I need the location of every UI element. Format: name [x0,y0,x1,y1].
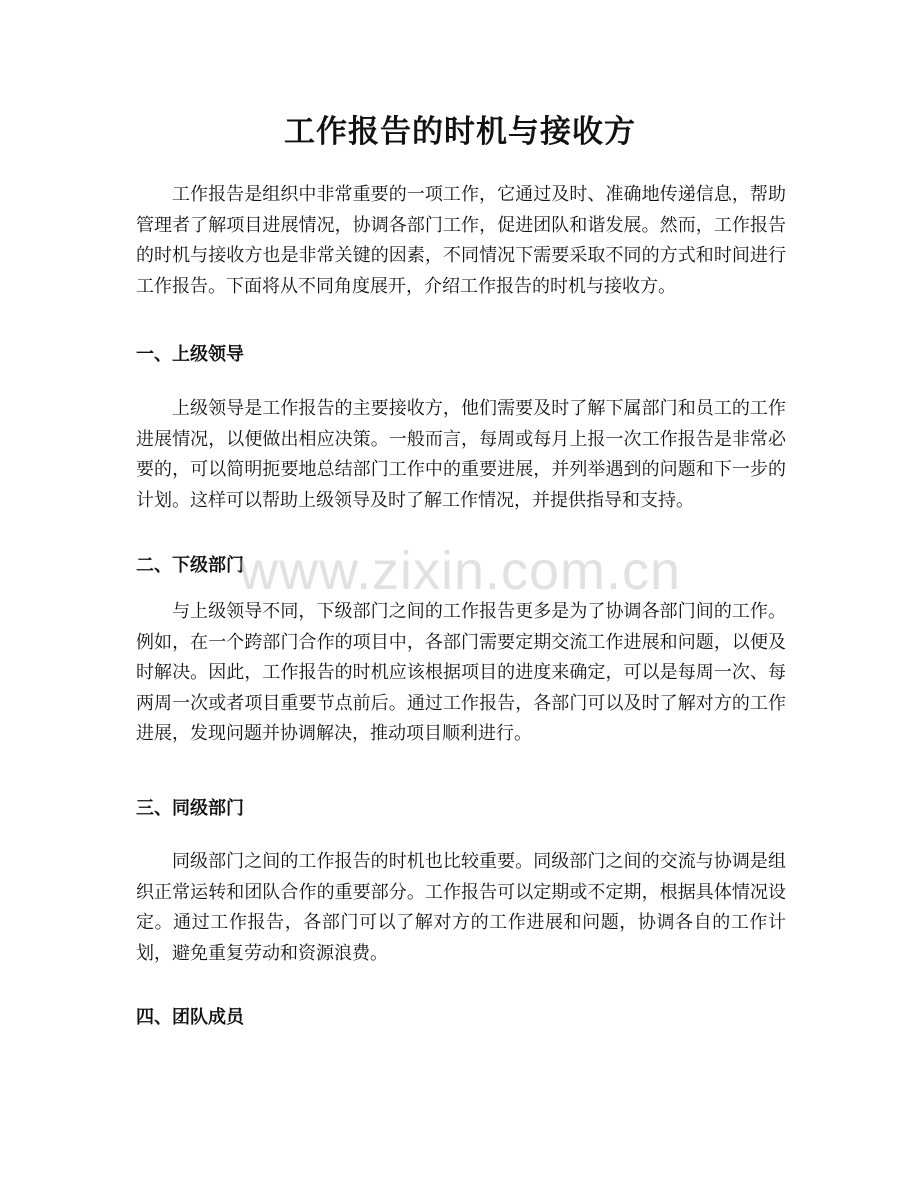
document-title: 工作报告的时机与接收方 [284,114,636,150]
section-heading-peer: 三、同级部门 [136,798,244,819]
section-heading-superior: 一、上级领导 [136,344,244,365]
intro-paragraph: 工作报告是组织中非常重要的一项工作，它通过及时、准确地传递信息，帮助管理者了解项目进展情况，协调各部门工作，促进团队和谐发展。然而，工作报告的时机与接收方也是非常关键的因素，不同情况下需要采取不同的方式和时间进行工作报告。下面将从不同角度展开，介绍工作报告的时机与接收方。 [136,184,786,297]
section-body-subordinate: 与上级领导不同，下级部门之间的工作报告更多是为了协调各部门间的工作。例如，在一个跨部门合作的项目中，各部门需要定期交流工作进展和问题，以便及时解决。因此，工作报告的时机应该根据项目的进度来确定，可以是每周一次、每两周一次或者项目重要节点前后。通过工作报告，各部门可以及时了解对方的工作进展，发现问题并协调解决，推动项目顺利进行。 [136,601,786,744]
watermark: www.zixin.com.cn [238,541,682,601]
section-heading-subordinate: 二、下级部门 [136,555,244,576]
section-body-peer: 同级部门之间的工作报告的时机也比较重要。同级部门之间的交流与协调是组织正常运转和团队合作的重要部分。工作报告可以定期或不定期，根据具体情况设定。通过工作报告，各部门可以了解对方的工作进展和问题，协调各自的工作计划，避免重复劳动和资源浪费。 [136,851,786,964]
section-body-superior: 上级领导是工作报告的主要接收方，他们需要及时了解下属部门和员工的工作进展情况，以便做出相应决策。一般而言，每周或每月上报一次工作报告是非常必要的，可以简明扼要地总结部门工作中的重要进展，并列举遇到的问题和下一步的计划。这样可以帮助上级领导及时了解工作情况，并提供指导和支持。 [136,398,786,511]
section-heading-team: 四、团队成员 [136,1007,244,1028]
